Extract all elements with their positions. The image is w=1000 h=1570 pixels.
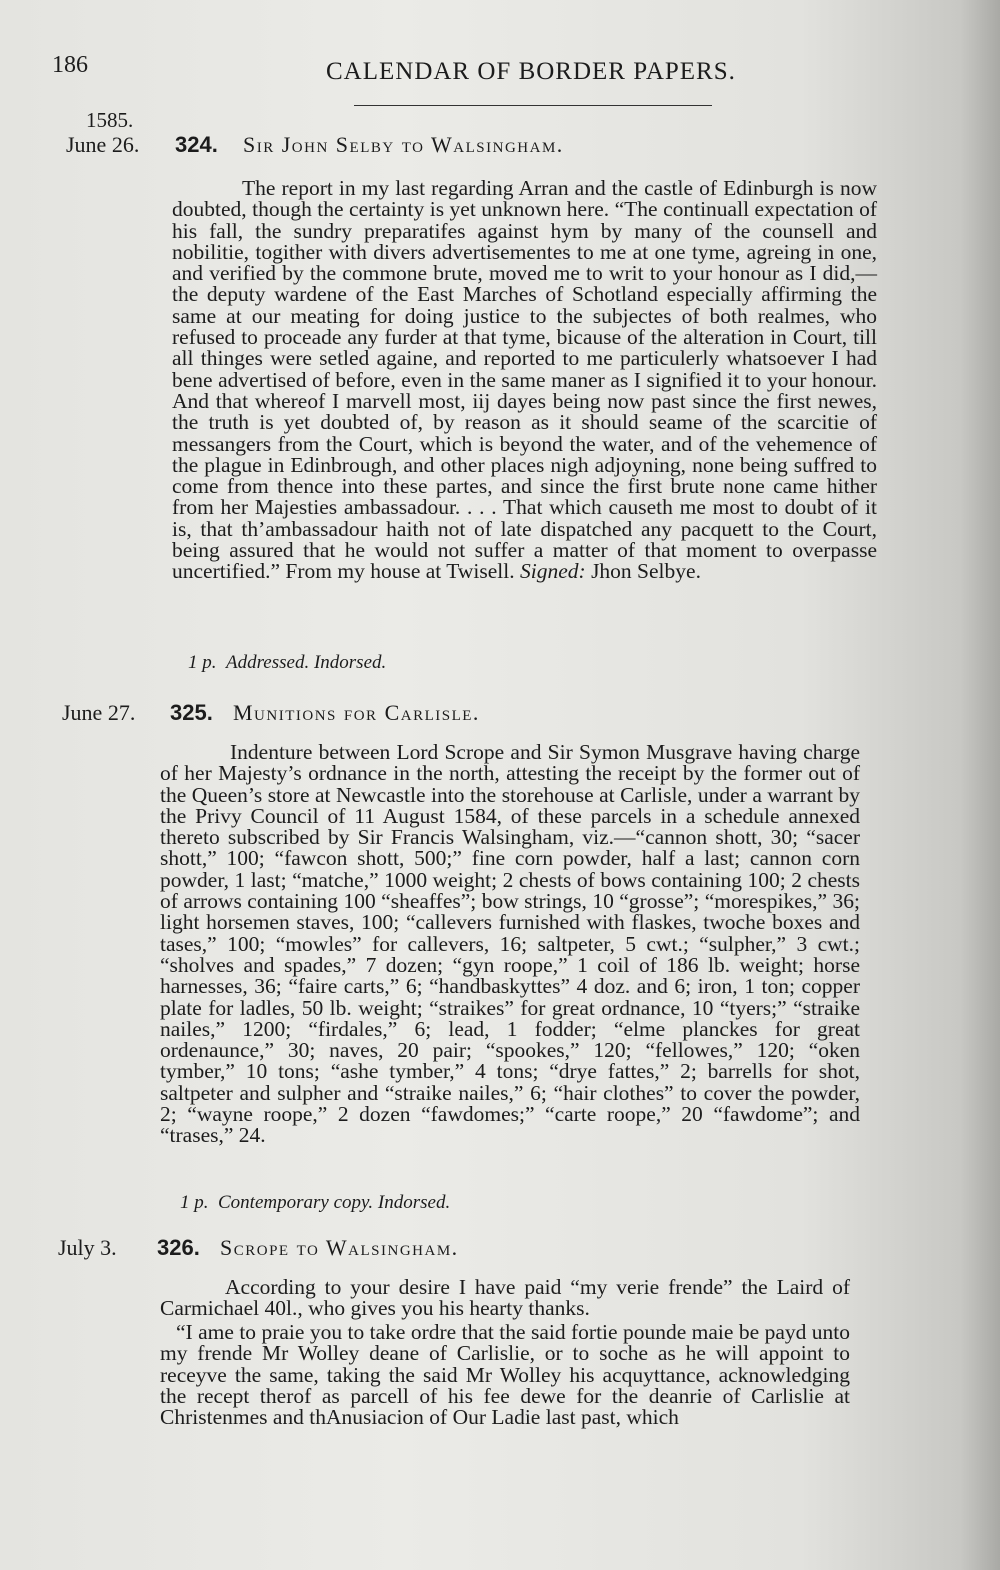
- entry-title: Munitions for Carlisle.: [233, 700, 480, 725]
- entry-number: 326.: [157, 1235, 200, 1260]
- signed-label: Signed:: [520, 559, 586, 584]
- entry-number: 325.: [170, 700, 213, 725]
- entry-324-note: [188, 652, 386, 674]
- entry-date: June 27.: [62, 700, 136, 725]
- page-number: 186: [52, 52, 88, 78]
- entry-title: Sir John Selby to Walsingham.: [243, 132, 564, 157]
- note-pages: 1 p.: [188, 652, 217, 673]
- header-rule: [354, 105, 712, 106]
- note-pages: 1 p.: [180, 1192, 209, 1213]
- entry-325-body: Indenture between Lord Scrope and Sir Symon Musgrave having charge of her Majesty’s ordnance in the north, attesting the receipt by the former out of the Queen’s store at Newcastle into the storehouse at Carlisle, under a warrant by the Privy Council of 11 August 1584, of these parcels in a schedule annexed thereto subscribed by Sir Francis Walsingham, viz.—“cannon shott, 30; “sacer shott,” 100; “fawcon shott, 500;” fine corn powder, half a last; cannon corn powder, 1 last; “matche,” 1000 weight; 2 chests of bows containing 100; 2 chests of arrows containing 100 “sheaffes”; bow strings, 10 “grosse”; “morespikes,” 36; light horsemen staves, 100; “callevers furnished with flaskes, twoche boxes and tases,” 100; “mowles” for callevers, 16; saltpeter, 5 cwt.; “sulpher,” 3 cwt.; “sholves and spades,” 7 dozen; “gyn roope,” 1 coil of 186 lb. weight; horse harnesses, 36; “faire carts,” 6; “handbaskyttes” 4 doz. and 6; iron, 1 ton; copper plate for ladles, 50 lb. weight; “straikes” for great ordnance, 10 “tyers;” “straike nailes,” 1200; “firdales,” 6; lead, 1 fodder; “elme planckes for great ordenaunce,” 30; naves, 20 pair; “spookes,” 120; “fellowes,” 120; “oken tymber,” 10 tons; “ashe tymber,” 4 tons; “drye fattes,” 2; barrells for shot, saltpeter and sulpher and “straike nailes,” 6; “hair clothes” to cover the powder, 2; “wayne roope,” 2 dozen “fawdomes;” “carte roope,” 20 “fawdome”; and “trases,” 24.: [160, 740, 860, 1148]
- entry-date: June 26.: [66, 132, 140, 157]
- entry-325-note: [180, 1192, 450, 1214]
- entry-324-body: [172, 178, 877, 583]
- signature: Jhon Selbye.: [591, 559, 701, 584]
- entry-heading: [0, 132, 1000, 162]
- page-header: [52, 52, 752, 92]
- entry-326: [0, 1235, 1000, 1265]
- entry-title: Scrope to Walsingham.: [220, 1235, 459, 1260]
- running-title: CALENDAR OF BORDER PAPERS.: [326, 58, 736, 85]
- entry-date: July 3.: [58, 1235, 117, 1260]
- entry-326-para-1: According to your desire I have paid “my verie frende” the Laird of Carmichael 40l., who gives you his hearty thanks.: [160, 1275, 850, 1321]
- entry-326-para-2: “I ame to praie you to take ordre that the said fortie pounde maie be payd unto my frende Mr Wolley deane of Carlislie, or to soche as he will appoint to receyve the same, taking the said Mr Wolley his acquyttance, acknowledging the recept therof as parcell of his fee dewe for the deanrie of Carlislie at Christenmes and thAnusiacion of Our Ladie last past, which: [160, 1320, 850, 1430]
- note-description: Addressed. Indorsed.: [226, 652, 387, 673]
- entry-325: [0, 700, 1000, 730]
- entry-number: 324.: [175, 132, 218, 157]
- entry-body-text: The report in my last regarding Arran and the castle of Edinburgh is now doubted, though the certainty is yet unknown here. “The continuall expectation of his fall, the sundry preparatifes against hym by many of the counsell and nobilitie, togither with divers advertisementes to me at one tyme, agreing in one, and verified by the commone brute, moved me to writ to your honour as I did,—the deputy wardene of the East Marches of Schotland especially affirming the same at our meating for doing justice to the subjectes of both realmes, who refused to proceade any furder at that tyme, bicause of the alteration in Court, till all thinges were setled againe, and reported to me particulerly whatsoever I had bene advertised of before, even in the same maner as I signified it to your honour. And that whereof I marvell most, iij dayes being now past since the first newes, the truth is yet doubted of, by reason as it should seame of the scarcitie of messangers from the Court, which is beyond the water, and of the vehemence of the plague in Edinbrough, and other places nigh adjoyning, none being suffred to come from thence into these partes, and since the first brute none came hither from her Majesties ambassadour. . . . That which causeth me most to doubt of it is, that th’ambassadour haith not of late dispatched any pacquett to the Court, being assured that he would not suffer a matter of that moment to overpasse uncertified.” From my house at Twisell.: [172, 176, 877, 584]
- entry-heading: [0, 1235, 1000, 1265]
- note-description: Contemporary copy. Indorsed.: [218, 1192, 451, 1213]
- entry-heading: [0, 700, 1000, 730]
- entry-324: [0, 132, 1000, 162]
- year-label: 1585.: [86, 108, 134, 132]
